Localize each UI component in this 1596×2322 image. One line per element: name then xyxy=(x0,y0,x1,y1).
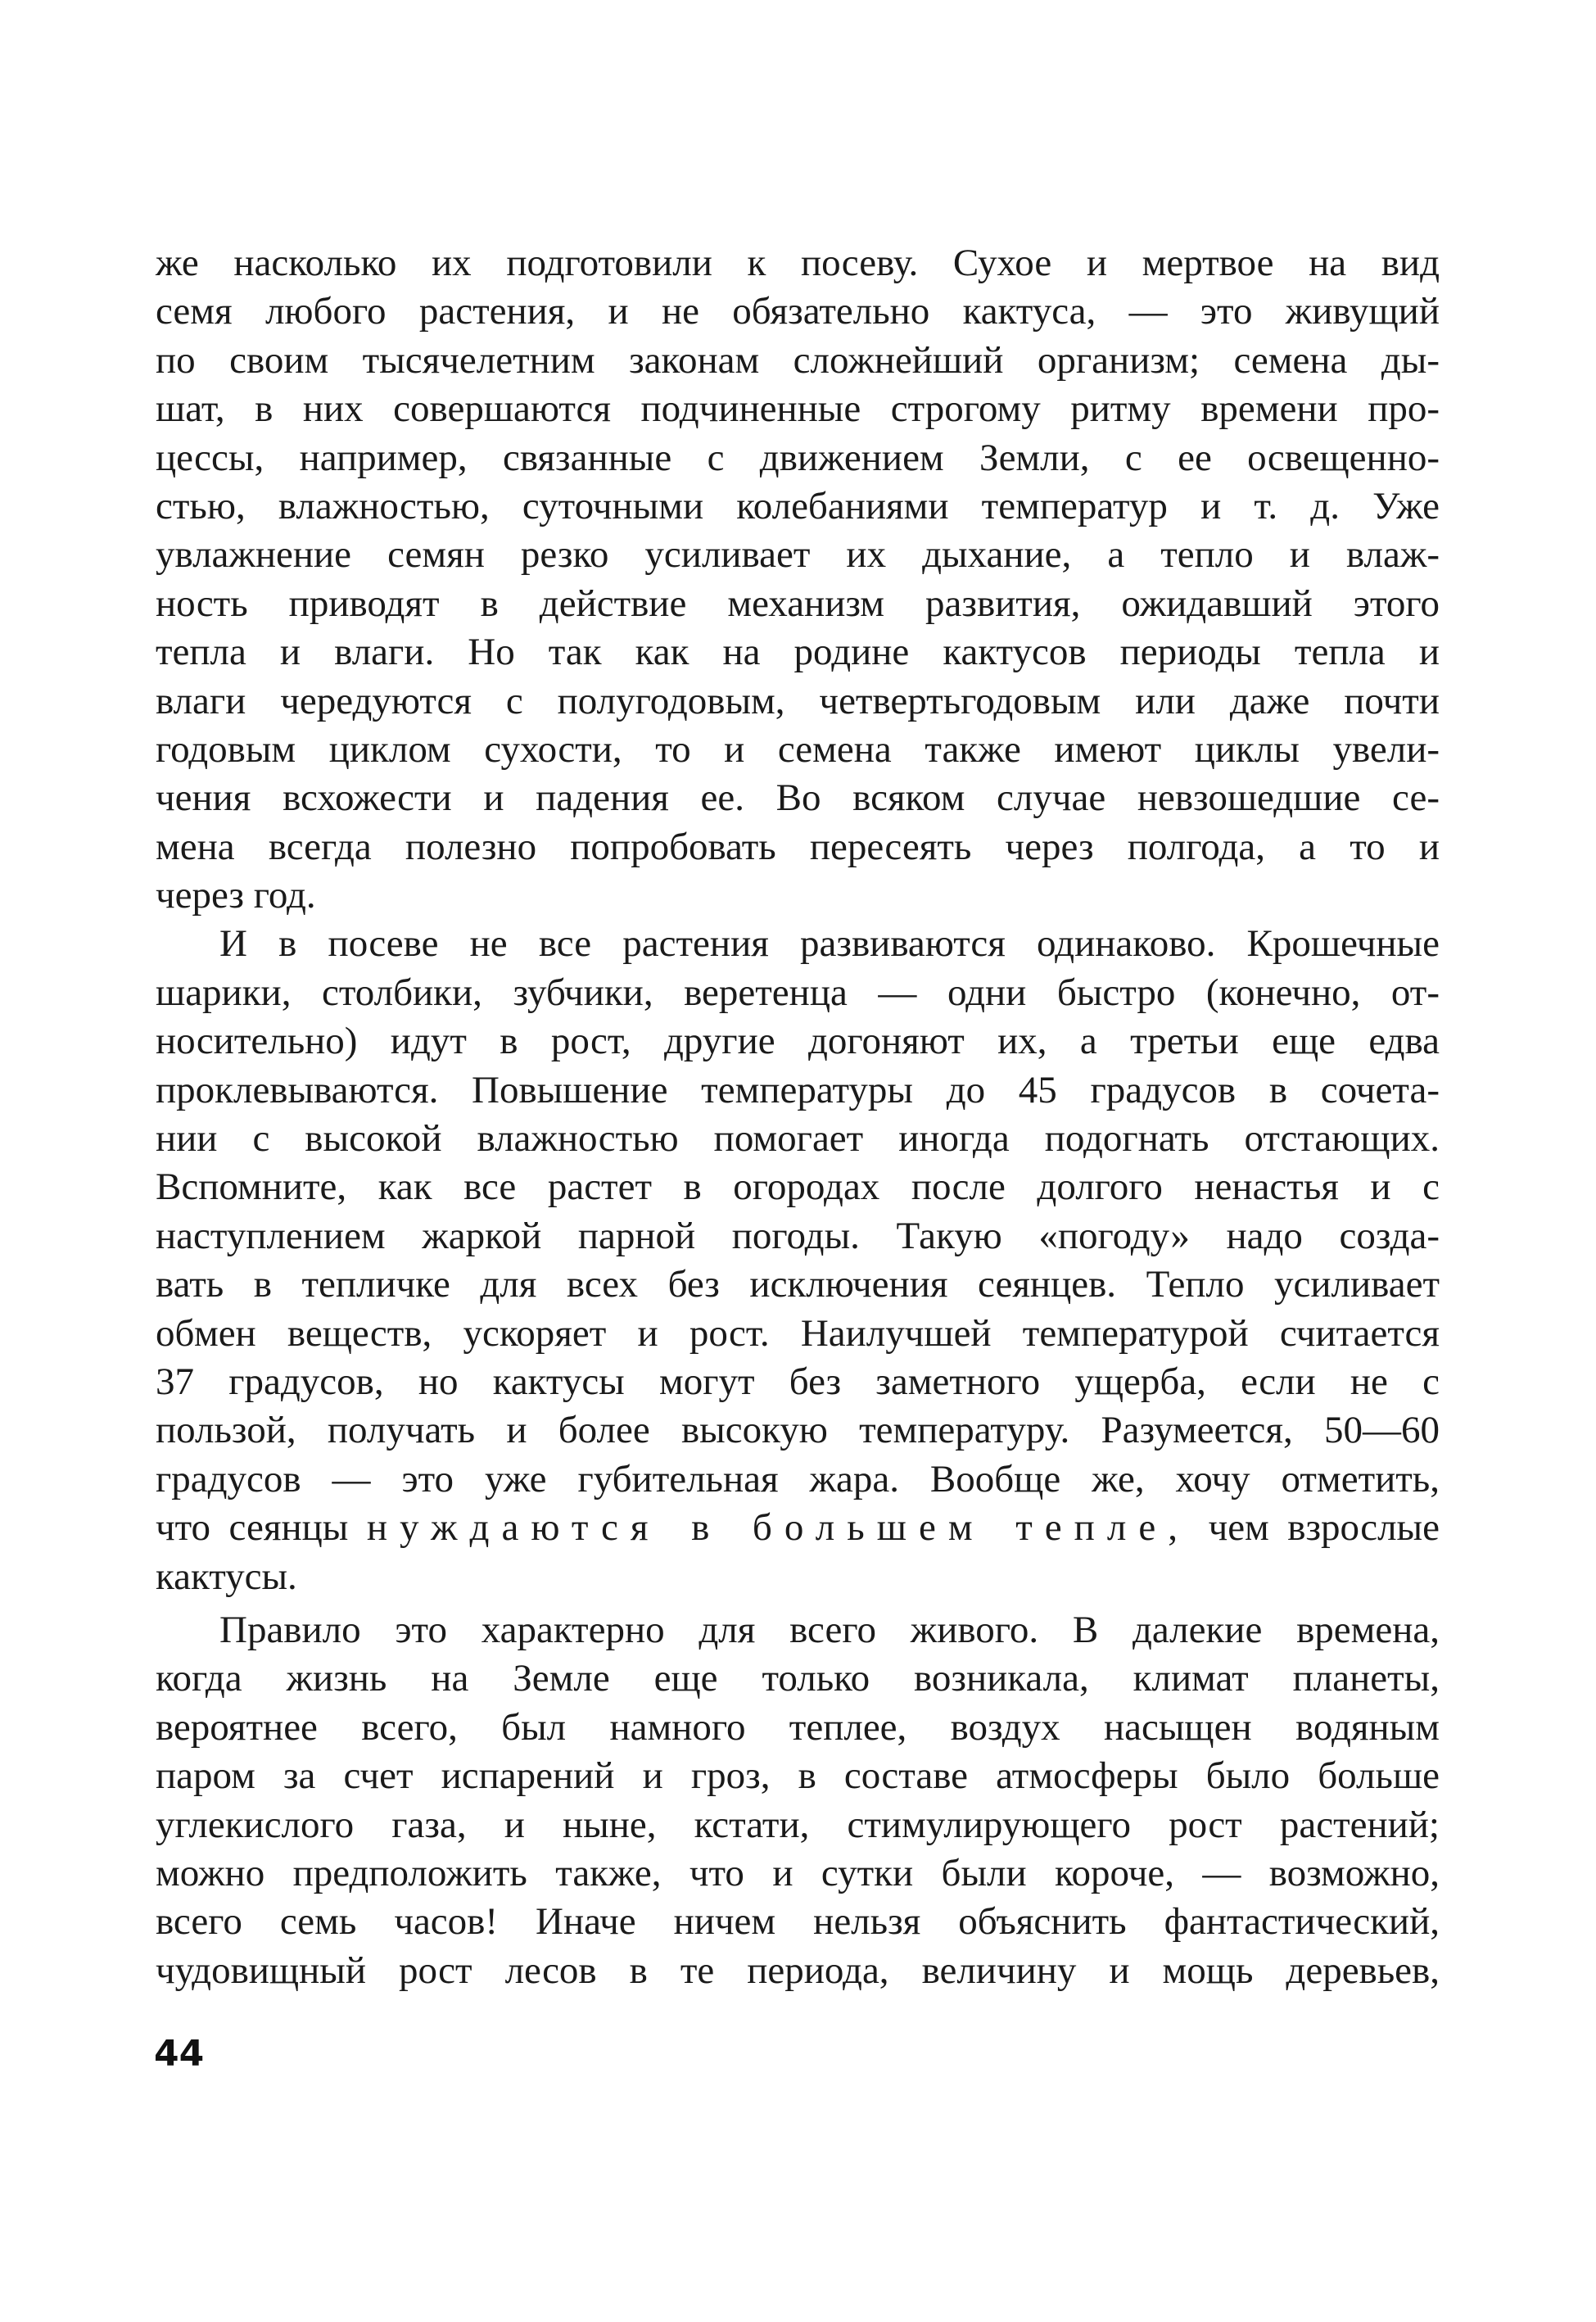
text-line: увлажнение семян резко усиливает их дыхание, а тепло и влаж- xyxy=(156,533,1440,577)
text-line: же насколько их подготовили к посеву. Сухое и мертвое на вид xyxy=(156,242,1440,284)
text-line: через год. xyxy=(156,874,316,917)
text-line: годовым циклом сухости, то и семена также имеют циклы увели- xyxy=(156,727,1440,771)
text-line: цессы, например, связанные с движением Земли, с ее освещенно- xyxy=(156,436,1440,479)
text-line: кактусы. xyxy=(156,1555,297,1598)
text-line: мена всегда полезно попробовать пересеять через полгода, а то и xyxy=(156,825,1440,868)
text-line: нии с высокой влажностью помогает иногда подогнать отстающих. xyxy=(156,1117,1440,1161)
body-text xyxy=(156,239,1440,1995)
text-line: градусов — это уже губительная жара. Вообще же, хочу отметить, xyxy=(156,1457,1440,1500)
text-line: И в посеве не все растения развиваются одинаково. Крошечные xyxy=(219,922,1440,966)
text-line: вероятнее всего, был намного теплее, воздух насыщен водяным xyxy=(156,1705,1440,1749)
text-line: можно предположить также, что и сутки были короче, — возможно, xyxy=(156,1851,1440,1894)
text-line: углекислого газа, и ныне, кстати, стимулирующего рост растений; xyxy=(156,1803,1440,1846)
text-line: паром за счет испарений и гроз, в составе атмосферы было больше xyxy=(156,1754,1440,1798)
text-line: по своим тысячелетним законам сложнейший организм; семена ды- xyxy=(156,338,1440,382)
text-line: носительно) идут в рост, другие догоняют их, а третьи еще едва xyxy=(156,1020,1440,1063)
emphasis-line xyxy=(156,1504,1440,1552)
paragraph-2 xyxy=(156,920,1440,1600)
text-line: ность приводят в действие механизм развития, ожидавший этого xyxy=(156,582,1440,625)
paragraph-1 xyxy=(156,239,1440,920)
text-line: вать в тепличке для всех без исключения сеянцев. Тепло усиливает xyxy=(156,1263,1440,1306)
text-line: всего семь часов! Иначе ничем нельзя объяснить фантастический, xyxy=(156,1900,1440,1944)
text-line: чудовищный рост лесов в те периода, величину и мощь деревьев, xyxy=(156,1949,1440,1992)
text-line: шат, в них совершаются подчиненные строгому ритму времени про- xyxy=(156,387,1440,431)
text-line: стью, влажностью, суточными колебаниями температур и т. д. Уже xyxy=(156,484,1440,527)
text-line: чения всхожести и падения ее. Во всяком случае невзошедшие се- xyxy=(156,776,1440,820)
spaced-emphasis-text: нуждаются в большем тепле, xyxy=(366,1506,1191,1550)
text-line: 37 градусов, но кактусы могут без заметного ущерба, если не с xyxy=(156,1360,1440,1403)
text-line: обмен веществ, ускоряет и рост. Наилучшей температурой считается xyxy=(156,1311,1440,1355)
text-line: пользой, получать и более высокую температуру. Разумеется, 50—60 xyxy=(156,1409,1440,1452)
text-line: тепла и влаги. Но так как на родине кактусов периоды тепла и xyxy=(156,631,1440,674)
text-line: шарики, столбики, зубчики, веретенца — одни быстро (конечно, от- xyxy=(156,971,1440,1014)
text-line: Правило это характерно для всего живого. В далекие времена, xyxy=(219,1608,1440,1651)
text-line: влаги чередуются с полугодовым, четвертьгодовым или даже почти xyxy=(156,679,1440,722)
text-line: наступлением жаркой парной погоды. Такую «погоду» надо созда- xyxy=(156,1214,1440,1257)
text-line: Вспомните, как все растет в огородах после долгого ненастья и с xyxy=(156,1166,1440,1209)
text-line: проклевываются. Повышение температуры до 45 градусов в сочета- xyxy=(156,1068,1440,1111)
emphasis-after: чем взрослые xyxy=(1190,1506,1440,1550)
page-number: 44 xyxy=(154,2033,205,2075)
paragraph-3 xyxy=(156,1606,1440,1995)
text-line: когда жизнь на Земле еще только возникала, климат планеты, xyxy=(156,1657,1440,1700)
text-line: семя любого растения, и не обязательно кактуса, — это живущий xyxy=(156,290,1440,333)
emphasis-before: что сеянцы xyxy=(156,1506,367,1550)
